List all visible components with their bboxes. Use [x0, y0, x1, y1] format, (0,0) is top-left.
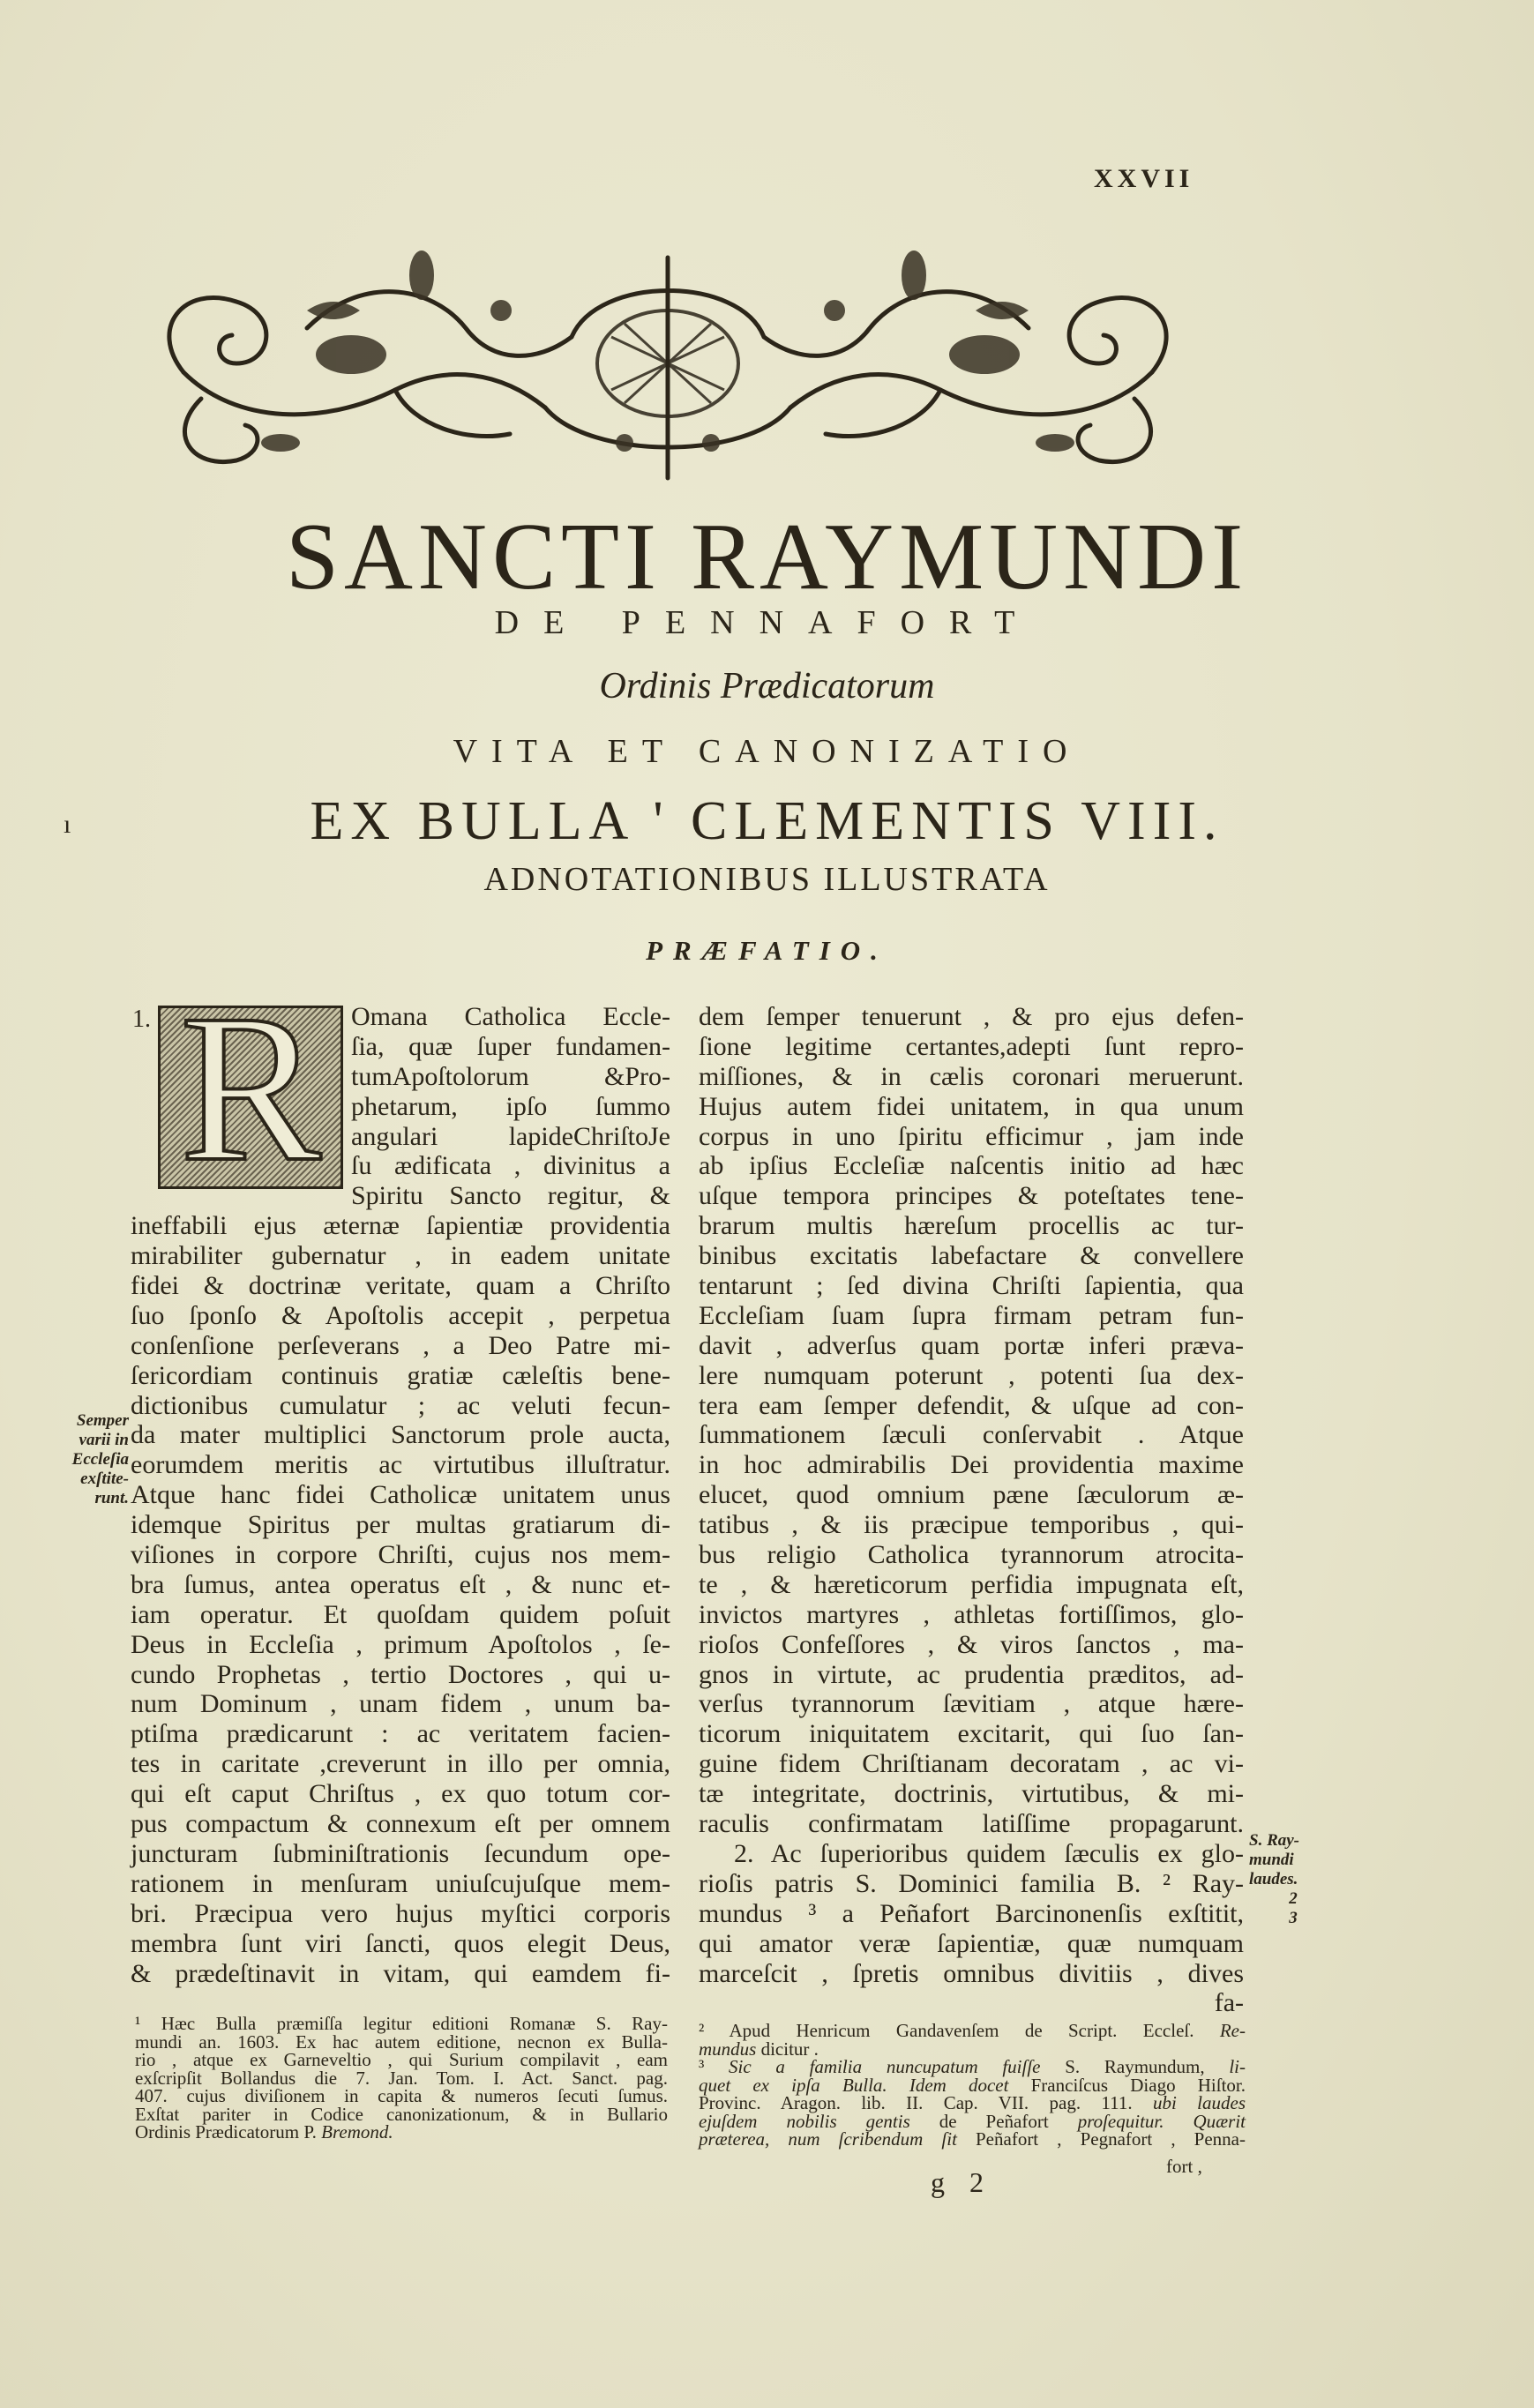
text-line: marceſcit , ſpretis omnibus divitiis , dives — [699, 1958, 1244, 1988]
footnote-segment: ¹ Hæc Bulla præmiſſa legitur editioni Romanæ S. Ray- — [135, 2013, 668, 2034]
text-line: cundo Prophetas , tertio Doctores , qui u- — [131, 1659, 670, 1689]
footnote-segment: li- — [1229, 2056, 1246, 2077]
text-line: verſus tyrannorum ſævitiam , atque hære- — [699, 1689, 1244, 1719]
signature-mark: g 2 — [931, 2166, 992, 2198]
footnote-line — [135, 2030, 668, 2053]
text-line: & prædeſtinavit in vitam, qui eamdem fi- — [131, 1958, 670, 1988]
text-full-width — [131, 1211, 670, 1988]
footnote-segment: Provinc. Aragon. lib. II. Cap. VII. pag. 111. — [699, 2092, 1153, 2113]
margin-note-line: exſtite- — [80, 1469, 129, 1488]
footnote-segment: Exſtat pariter in Codice canonizationum, & in Bullario — [135, 2103, 668, 2125]
footnote-line — [699, 2130, 1246, 2149]
margin-note-line: Eccleſia — [71, 1450, 129, 1469]
text-line: bra ſumus, antea operatus eſt , & nunc et- — [131, 1569, 670, 1599]
text-line: te , & hæreticorum perfidia impugnata eſt, — [699, 1569, 1244, 1599]
footnote-continuation: fort , — [1166, 2156, 1202, 2177]
text-line: idemque Spiritus per multas gratiarum di- — [131, 1510, 670, 1540]
margin-note-line: runt. — [94, 1489, 129, 1507]
footnote-segment: ubi laudes — [1152, 2092, 1246, 2113]
footnote-segment: Sic a familia nuncupatum fuiſſe — [729, 2056, 1041, 2077]
margin-note-right — [1249, 1831, 1337, 1928]
text-line: fidei & doctrinæ veritate, quam a Chriſto — [131, 1271, 670, 1301]
left-text-column — [131, 1002, 670, 1988]
title-vita: VITA ET CANONIZATIO — [453, 733, 1081, 770]
text-line: ſummationem ſæculi conſervabit . Atque — [699, 1420, 1244, 1450]
text-line: Spiritu Sancto regitur, & — [351, 1181, 670, 1211]
footnote-segment: mundus — [699, 2038, 757, 2060]
footnote-line — [135, 2069, 668, 2088]
title-order: Ordinis Prædicatorum — [599, 666, 935, 707]
title-adnotationibus: ADNOTATIONIBUS ILLUSTRATA — [483, 861, 1051, 898]
text-line: Omana Catholica Eccle- — [351, 1002, 670, 1031]
text-line: Deus in Eccleſia , primum Apoſtolos , ſe- — [131, 1629, 670, 1659]
footnote-segment: ejuſdem nobilis gentis — [699, 2110, 910, 2132]
text-line: Hujus autem fidei unitatem, in qua unum — [699, 1091, 1244, 1121]
text-line: mirabiliter gubernatur , in eadem unitate — [131, 1241, 670, 1271]
footnote-line — [699, 2040, 1246, 2059]
text-line: ſione legitime certantes,adepti ſunt repro- — [699, 1031, 1244, 1061]
footnote-line — [699, 2076, 1246, 2095]
margin-note-line: S. Ray- — [1249, 1831, 1299, 1850]
text-line: fa- — [1214, 1988, 1244, 2018]
section-heading-praefatio: PRÆFATIO. — [646, 935, 888, 966]
text-line: num Dominum , unam fidem , unum ba- — [131, 1689, 670, 1719]
drop-cap-letter: R — [180, 970, 322, 1205]
text-line: tumApoſtolorum &Pro- — [351, 1061, 670, 1091]
text-line: binibus excitatis labefactare & convellere — [699, 1241, 1244, 1271]
footnote-segment: Bremond. — [321, 2121, 393, 2143]
margin-note-left — [41, 1411, 129, 1508]
footnote-segment: Ordinis Prædicatorum P. — [135, 2121, 322, 2143]
title-bulla: EX BULLA ' CLEMENTIS VIII. — [310, 791, 1224, 851]
text-line: eorumdem meritis ac virtutibus illuſtratur. — [131, 1450, 670, 1480]
text-line: davit , adverſus quam portæ inferi præva- — [699, 1330, 1244, 1360]
footnote-reference-mark: ı — [64, 810, 71, 839]
footnote-segment: Franciſcus Diago Hiſtor. — [1008, 2074, 1246, 2096]
text-line: bus religio Catholica tyrannorum atrocita- — [699, 1540, 1244, 1570]
title-main: SANCTI RAYMUNDI — [285, 505, 1249, 609]
text-line: 2. Ac ſuperioribus quidem ſæculis ex glo- — [734, 1838, 1244, 1868]
text-line: qui eſt caput Chriſtus , ex quo totum cor- — [131, 1779, 670, 1809]
right-text-column — [699, 1002, 1244, 2018]
footnotes-right — [699, 2022, 1246, 2149]
text-line: rationem in menſuram uniuſcujuſque mem- — [131, 1868, 670, 1898]
text-line: ſuo ſponſo & Apoſtolis accepit , perpetua — [131, 1300, 670, 1330]
page-number: XXVII — [1094, 164, 1194, 193]
text-line: in hoc admirabilis Dei providentia maxime — [699, 1450, 1244, 1480]
text-line: ab ipſius Eccleſiæ naſcentis initio ad hæc — [699, 1151, 1244, 1181]
footnote-segment: Re- — [1219, 2020, 1246, 2041]
footnote-segment: Peñafort , Pegnafort , Penna- — [956, 2128, 1246, 2150]
text-line: rioſis patris S. Dominici familia B. ² Ray- — [699, 1868, 1244, 1898]
headpiece-ornament — [131, 222, 1205, 487]
footnote-segment: proſequitur. Quærit — [1077, 2110, 1246, 2132]
text-line: ineffabili ejus æternæ ſapientiæ providentia — [131, 1211, 670, 1241]
footnote-segment: rio , atque ex Garneveltio , qui Surium compilavit , eam — [135, 2049, 668, 2070]
text-line: juncturam ſubminiſtrationis ſecundum ope- — [131, 1838, 670, 1868]
text-line: raculis confirmatam latiſſime propagarunt. — [699, 1809, 1244, 1839]
footnote-line — [699, 2110, 1246, 2132]
footnote-segment: ² Apud Henricum Gandavenſem de Script. Eccleſ. — [699, 2020, 1220, 2041]
text-line: angulari lapideChriſtoJe — [351, 1121, 670, 1151]
text-line: tera eam ſemper defendit, & uſque ad con- — [699, 1390, 1244, 1420]
footnote-segment: S. Raymundum, — [1040, 2056, 1230, 2077]
text-line: conſenſione perſeverans , a Deo Patre mi- — [131, 1330, 670, 1360]
title-subtitle: DE PENNAFORT — [494, 604, 1040, 641]
text-line: ticorum iniquitatem excitarit, qui ſuo ſan- — [699, 1719, 1244, 1749]
text-line: mundus ³ a Peñafort Barcinonenſis exſtitit, — [699, 1898, 1244, 1928]
text-line: miſſiones, & in cælis coronari meruerunt. — [699, 1061, 1244, 1091]
text-line: phetarum, ipſo ſummo — [351, 1091, 670, 1121]
footnote-segment: dicitur . — [756, 2038, 819, 2060]
margin-note-line: Semper — [76, 1411, 129, 1430]
text-line: elucet, quod omnium pæne ſæculorum æ- — [699, 1480, 1244, 1510]
footnote-segment: de Peñafort — [909, 2110, 1078, 2132]
text-line: ſu ædificata , divinitus a — [351, 1151, 670, 1181]
text-line: ptiſma prædicarunt : ac veritatem facien- — [131, 1719, 670, 1749]
text-line: iam operatur. Et quoſdam quidem poſuit — [131, 1599, 670, 1629]
text-line: brarum multis hæreſum procellis ac tur- — [699, 1211, 1244, 1241]
text-line: dictionibus cumulatur ; ac veluti fecun- — [131, 1390, 670, 1420]
paragraph-number: 1. — [132, 1006, 151, 1033]
text-line: membra ſunt viri ſancti, quos elegit Deus, — [131, 1928, 670, 1958]
footnote-line — [699, 2058, 1246, 2076]
text-line: rioſos Confeſſores , & viros ſanctos , ma- — [699, 1629, 1244, 1659]
margin-note-line: 3 — [1289, 1909, 1298, 1927]
text-line: pus compactum & connexum eſt per omnem — [131, 1809, 670, 1839]
text-line: tes in caritate ,creverunt in illo per omnia, — [131, 1749, 670, 1779]
margin-note-line: laudes. — [1249, 1870, 1298, 1888]
text-line: lere numquam poterunt , potenti ſua dex- — [699, 1360, 1244, 1390]
footnote-segment: 407. cujus diviſionem in capita & numeros ſecuti ſumus. — [135, 2085, 668, 2106]
text-line: gnos in virtute, ac prudentia præditos, ad- — [699, 1659, 1244, 1689]
text-line: viſiones in corpore Chriſti, cujus nos mem- — [131, 1540, 670, 1570]
footnote-line — [135, 2105, 668, 2124]
text-beside-initial — [351, 1002, 670, 1211]
text-line: bri. Præcipua vero hujus myſtici corporis — [131, 1898, 670, 1928]
footnote-line — [135, 2123, 668, 2142]
text-line: tæ integritate, doctrinis, virtutibus, & mi- — [699, 1779, 1244, 1809]
text-line: tatibus , & iis præcipue temporibus , qui- — [699, 1510, 1244, 1540]
footnote-segment: ³ — [699, 2056, 730, 2077]
text-line: da mater multiplici Sanctorum prole aucta, — [131, 1420, 670, 1450]
text-line: ſericordiam continuis gratiæ cæleſtis bene- — [131, 1360, 670, 1390]
text-line: invictos martyres , athletas fortiſſimos, glo- — [699, 1599, 1244, 1629]
text-line: Atque hanc fidei Catholicæ unitatem unus — [131, 1480, 670, 1510]
text-line: Eccleſiam ſuam ſupra firmam petram fun- — [699, 1300, 1244, 1330]
text-line: corpus in uno ſpiritu efficimur , jam inde — [699, 1121, 1244, 1151]
footnote-line — [699, 2022, 1246, 2040]
text-line: guine fidem Chriſtianam decoratam , ac vi- — [699, 1749, 1244, 1779]
footnote-segment: exſcripſit Bollandus die 7. Jan. Tom. I. Act. Sanct. pag. — [135, 2067, 668, 2089]
margin-note-line: 2 — [1289, 1889, 1298, 1908]
footnote-segment: præterea, num ſcribendum ſit — [699, 2128, 957, 2150]
footnote-line — [135, 2015, 668, 2033]
footnotes-left — [135, 2015, 668, 2142]
text-line: ſia, quæ ſuper fundamen- — [351, 1031, 670, 1061]
footnote-segment: quet ex ipſa Bulla. Idem docet — [699, 2074, 1009, 2096]
footnote-line — [135, 2087, 668, 2105]
footnote-segment: mundi an. 1603. Ex hac autem editione, necnon ex Bulla- — [135, 2030, 668, 2053]
text-line: tentarunt ; ſed divina Chriſti ſapientia, qua — [699, 1271, 1244, 1301]
footnote-line — [699, 2094, 1246, 2113]
text-line: dem ſemper tenuerunt , & pro ejus defen- — [699, 1002, 1244, 1031]
text-line: uſque tempora principes & poteſtates tene- — [699, 1181, 1244, 1211]
margin-note-line: varii in — [79, 1431, 129, 1449]
text-line: qui amator veræ ſapientiæ, quæ numquam — [699, 1928, 1244, 1958]
margin-note-line: mundi — [1249, 1851, 1294, 1869]
footnote-line — [135, 2051, 668, 2069]
